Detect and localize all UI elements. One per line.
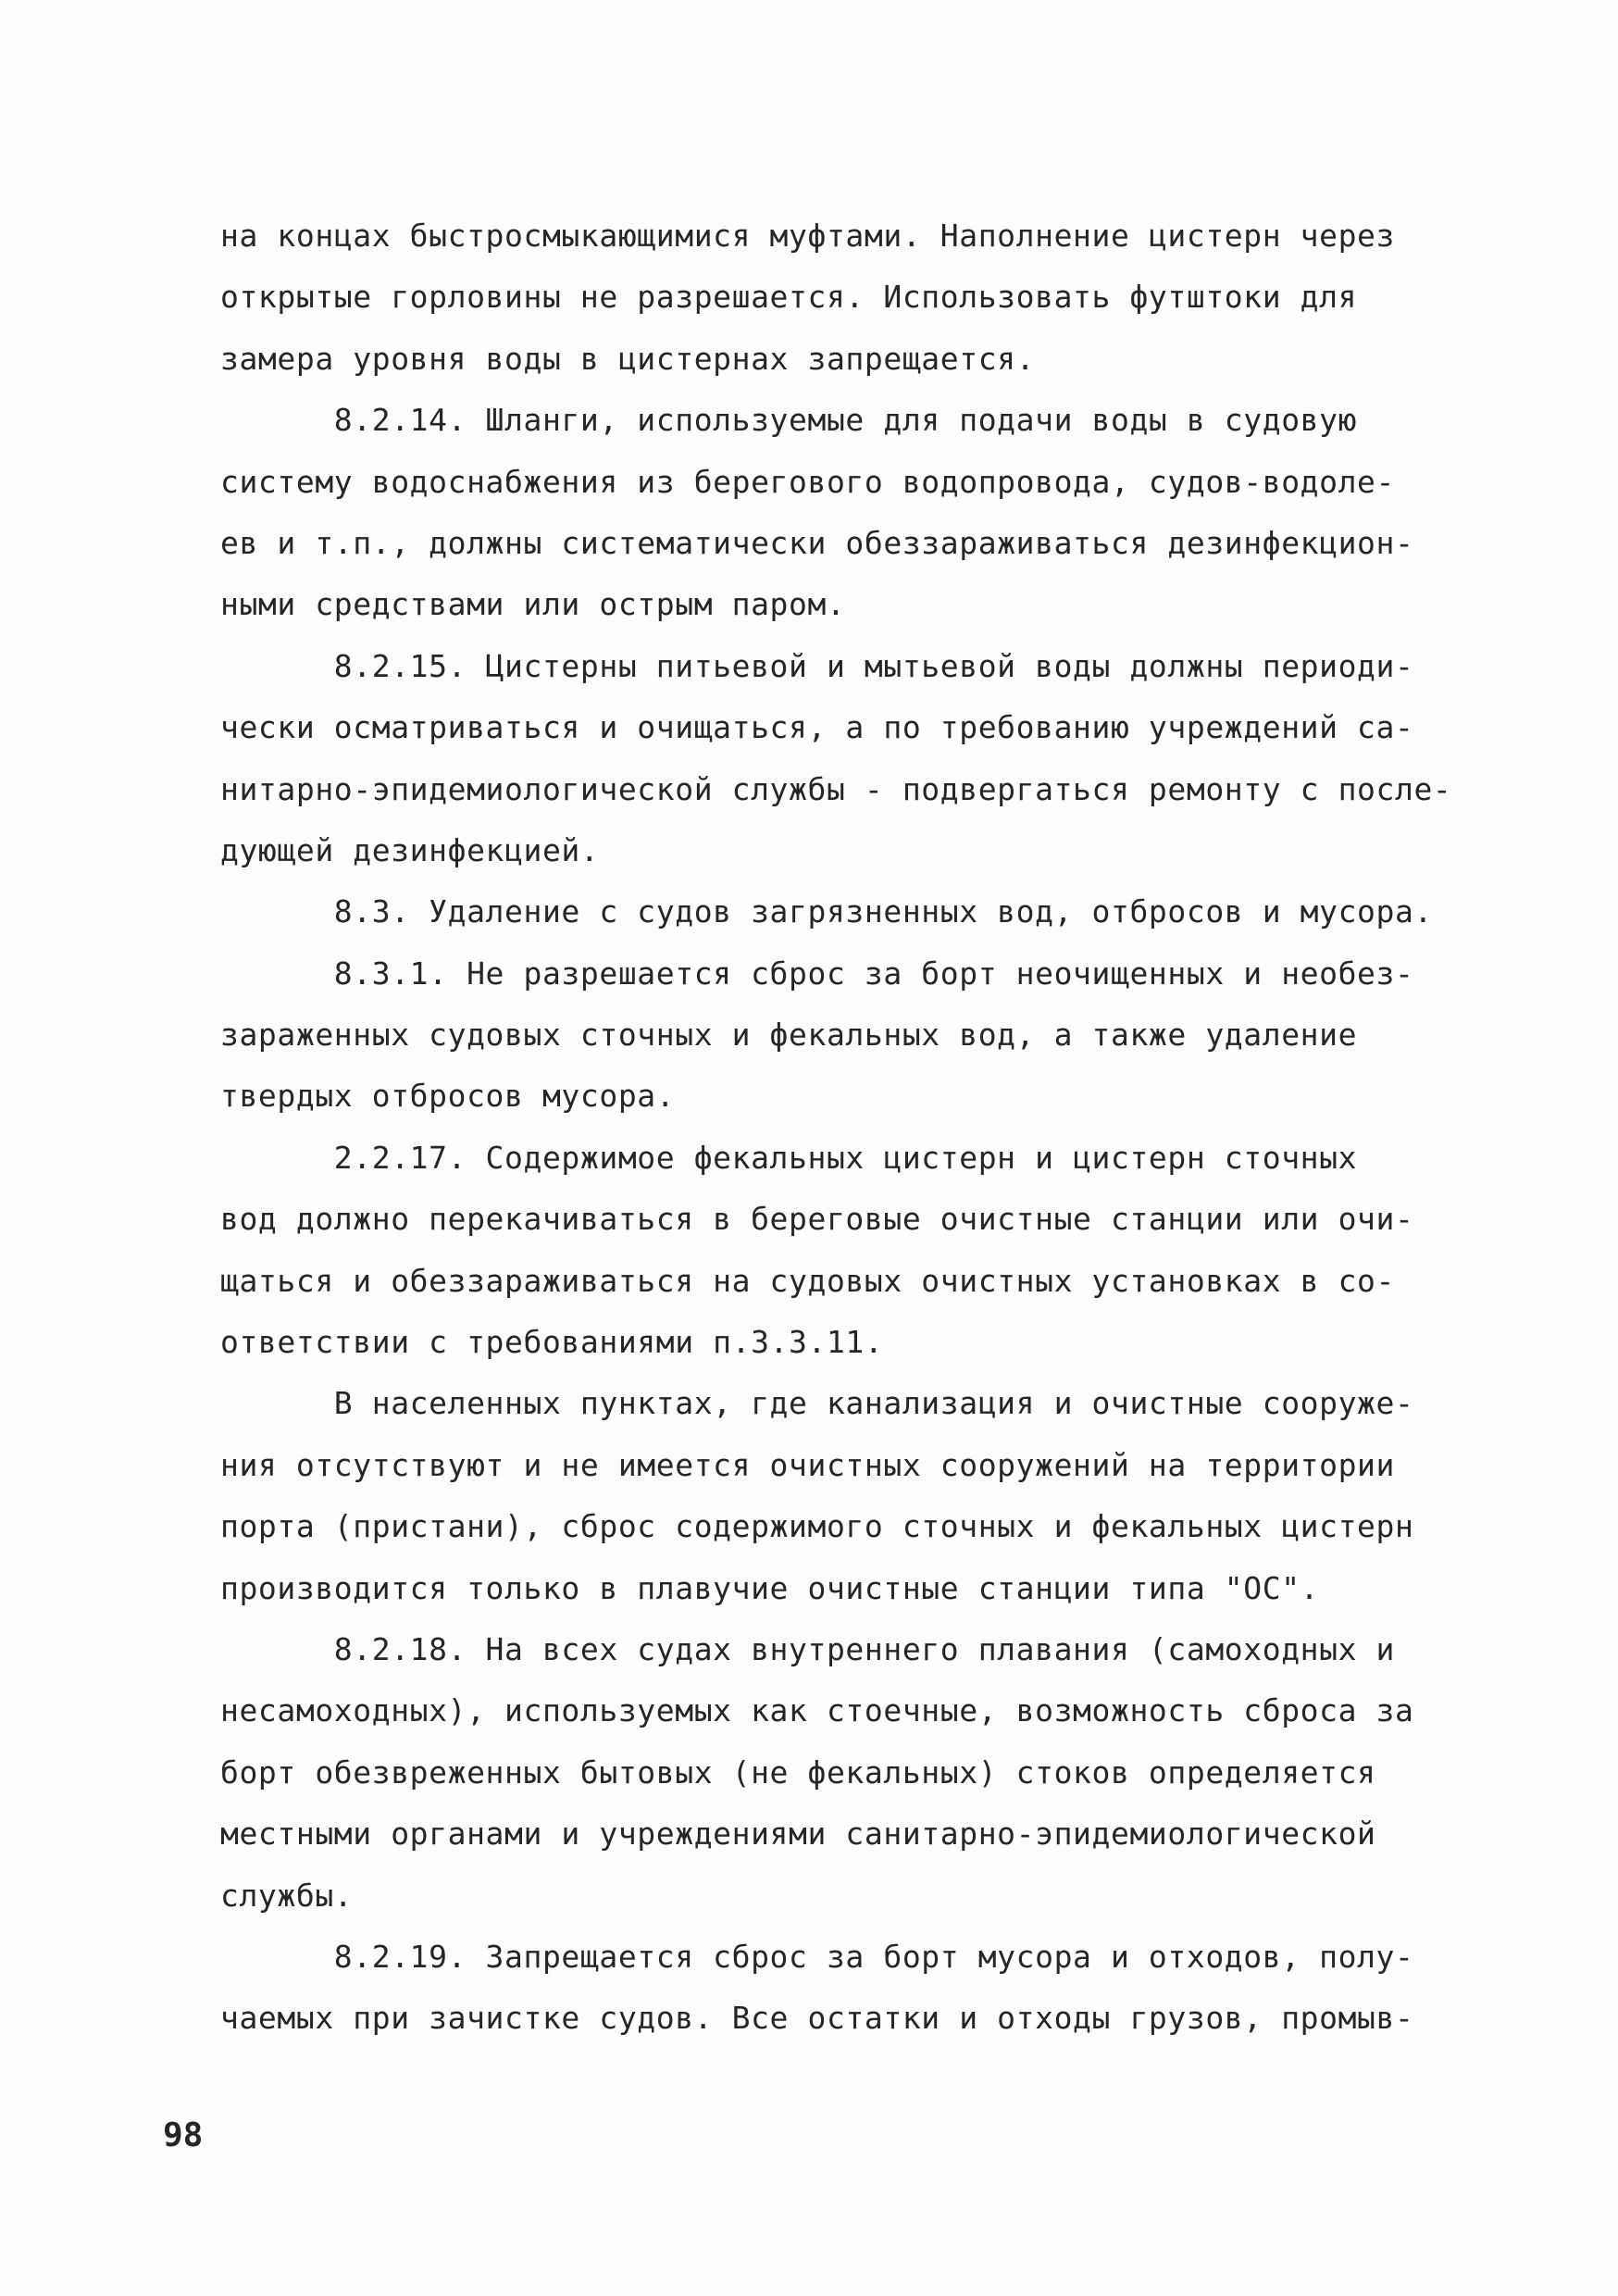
text-line: ответствии с требованиями п.3.3.11. xyxy=(220,1324,884,1361)
text-line: дующей дезинфекцией. xyxy=(220,831,600,868)
text-line: 8.3.1. Не разрешается сброс за борт неочищенных и необез- xyxy=(220,955,1414,992)
text-line: вод должно перекачиваться в береговые очистные станции или очи- xyxy=(220,1201,1414,1238)
text-line: ными средствами или острым паром. xyxy=(220,586,846,623)
text-line: 8.2.15. Цистерны питьевой и мытьевой воды должны периоди- xyxy=(220,647,1414,684)
text-line: 8.2.14. Шланги, используемые для подачи воды в судовую xyxy=(220,402,1358,439)
text-line: несамоходных), используемых как стоечные, возможность сброса за xyxy=(220,1692,1414,1729)
text-line: щаться и обеззараживаться на судовых очистных установках в со- xyxy=(220,1262,1395,1299)
text-line: 8.2.19. Запрещается сброс за борт мусора и отходов, полу- xyxy=(220,1938,1414,1975)
text-line: систему водоснабжения из берегового водопровода, судов-водоле- xyxy=(220,463,1395,500)
text-line: ев и т.п., должны систематически обеззараживаться дезинфекцион- xyxy=(220,524,1414,561)
text-line: 2.2.17. Содержимое фекальных цистерн и цистерн сточных xyxy=(220,1139,1358,1176)
text-line: чески осматриваться и очищаться, а по требованию учреждений са- xyxy=(220,709,1414,746)
text-line: открытые горловины не разрешается. Использовать футштоки для xyxy=(220,279,1358,316)
section-heading: 8.3. Удаление с судов загрязненных вод, отбросов и мусора. xyxy=(220,893,1433,930)
text-line: ния отсутствуют и не имеется очистных сооружений на территории xyxy=(220,1446,1395,1483)
text-line: нитарно-эпидемиологической службы - подвергаться ремонту с после- xyxy=(220,770,1452,807)
text-line: 8.2.18. На всех судах внутреннего плавания (самоходных и xyxy=(220,1630,1395,1667)
text-line: на концах быстросмыкающимися муфтами. Наполнение цистерн через xyxy=(220,218,1395,254)
text-line: В населенных пунктах, где канализация и очистные сооруже- xyxy=(220,1385,1414,1422)
text-line: порта (пристани), сброс содержимого сточных и фекальных цистерн xyxy=(220,1508,1414,1545)
text-line: местными органами и учреждениями санитарно-эпидемиологической xyxy=(220,1816,1376,1853)
text-line: чаемых при зачистке судов. Все остатки и отходы грузов, промыв- xyxy=(220,2000,1414,2037)
text-line: замера уровня воды в цистернах запрещается. xyxy=(220,340,1036,377)
text-line: твердых отбросов мусора. xyxy=(220,1078,676,1115)
text-line: зараженных судовых сточных и фекальных вод, а также удаление xyxy=(220,1017,1358,1054)
text-line: службы. xyxy=(220,1877,354,1914)
page-number: 98 xyxy=(163,2116,204,2154)
body-text xyxy=(220,206,1451,2050)
text-line: производится только в плавучие очистные станции типа "ОС". xyxy=(220,1569,1320,1606)
text-line: борт обезвреженных бытовых (не фекальных) стоков определяется xyxy=(220,1753,1376,1791)
